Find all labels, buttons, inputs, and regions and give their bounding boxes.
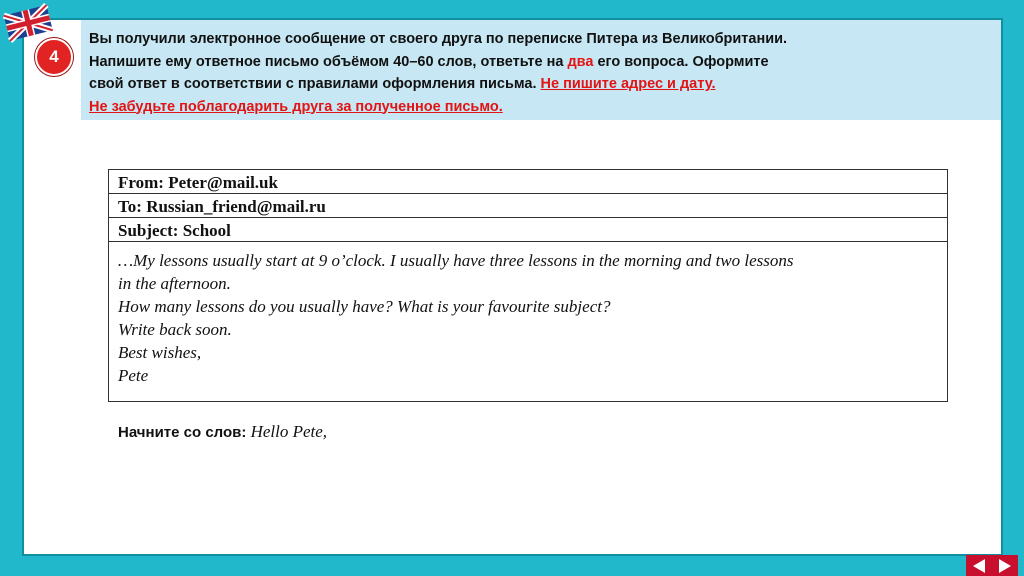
- highlight-two: два: [567, 53, 594, 70]
- task-line-2: Напишите ему ответное письмо объёмом 40–60 слов, ответьте на два его вопроса. Оформите: [89, 53, 769, 70]
- email-to: To: Russian_friend@mail.ru: [109, 194, 947, 218]
- email-body-line: in the afternoon.: [118, 274, 231, 293]
- task-number-badge: 4: [35, 38, 73, 76]
- start-greeting: Hello Pete,: [250, 422, 328, 441]
- arrow-left-icon[interactable]: [973, 559, 985, 573]
- task-line-1: Вы получили электронное сообщение от своего друга по переписке Питера из Великобритании.: [89, 31, 788, 47]
- email-body-line: Write back soon.: [118, 320, 232, 339]
- email-body-line: Best wishes,: [118, 343, 202, 362]
- email-body-line: How many lessons do you usually have? What is your favourite subject?: [118, 297, 611, 316]
- email-body-line: …My lessons usually start at 9 o’clock. I usually have three lessons in the morning and two lessons: [118, 251, 794, 270]
- task-line-3: свой ответ в соответствии с правилами оформления письма. Не пишите адрес и дату.: [89, 76, 716, 92]
- start-label: Начните со слов: [118, 424, 242, 441]
- email-subject: Subject: School: [109, 218, 947, 242]
- warning-no-address: Не пишите адрес и дату.: [540, 76, 716, 92]
- slide-navigation: [966, 555, 1018, 576]
- arrow-right-icon[interactable]: [999, 559, 1011, 573]
- email-message-box: [108, 169, 948, 402]
- warning-thank-friend: Не забудьте поблагодарить друга за полученное письмо.: [89, 98, 503, 115]
- email-body: [109, 242, 947, 387]
- email-from: From: Peter@mail.uk: [109, 170, 947, 194]
- task-instruction-text: [89, 28, 969, 118]
- start-phrase: Начните со слов: Hello Pete,: [118, 422, 328, 441]
- email-body-line: Pete: [118, 366, 149, 385]
- uk-flag-icon: [0, 0, 56, 44]
